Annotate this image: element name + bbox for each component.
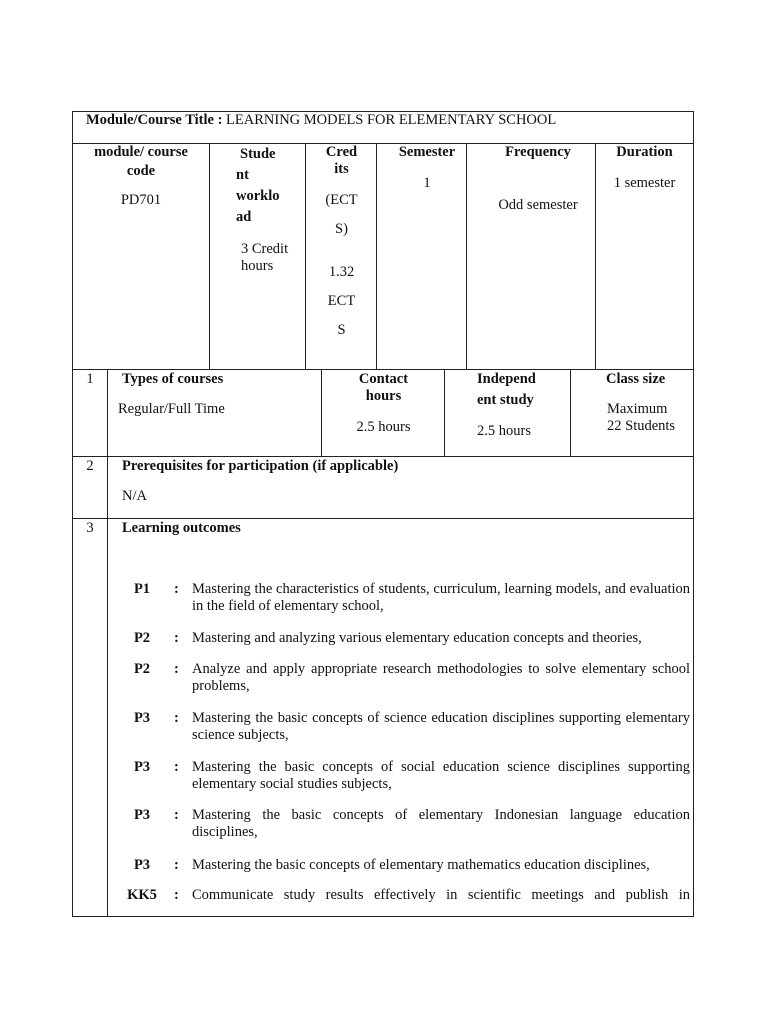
outcome-colon: : — [174, 857, 179, 873]
contact-value: 2.5 hours — [356, 419, 411, 435]
workload-label-2: nt — [236, 167, 249, 183]
row1-col-divider-3 — [570, 369, 571, 456]
outcome-colon: : — [174, 661, 179, 677]
outcome-text: Communicate study results effectively in scientific meetings and publish in — [192, 887, 690, 903]
workload-value-1: 3 Credit — [241, 241, 289, 257]
outcome-code: P2 — [133, 630, 151, 646]
semester-label: Semester — [398, 144, 456, 160]
course-title-value: LEARNING MODELS FOR ELEMENTARY SCHOOL — [226, 112, 557, 128]
outcome-text: Mastering the basic concepts of science education disciplines supporting elementary science subjects, — [192, 710, 690, 743]
independent-label-1: Independ — [477, 371, 536, 387]
row2-number: 2 — [86, 458, 94, 474]
outcome-text: Analyze and apply appropriate research methodologies to solve elementary school problems, — [192, 661, 690, 694]
duration-label: Duration — [616, 144, 673, 160]
outcome-text: Mastering the basic concepts of elementary mathematics education disciplines, — [192, 857, 650, 873]
outcome-colon: : — [174, 710, 179, 726]
contact-label-2: hours — [365, 388, 402, 404]
independent-study-cell — [477, 371, 536, 440]
row1-number: 1 — [86, 371, 94, 387]
course-title — [86, 112, 556, 129]
independent-label-2: ent study — [477, 392, 534, 408]
outcome-colon: : — [174, 807, 179, 823]
semester-cell — [377, 144, 477, 192]
credits-value-1: 1.32 — [328, 264, 355, 280]
outcome-text: Mastering the characteristics of students, curriculum, learning models, and evaluation in the field of elementary school, — [192, 581, 690, 614]
frequency-label: Frequency — [505, 144, 571, 160]
class-size-label: Class size — [606, 371, 666, 387]
outcome-colon: : — [174, 759, 179, 775]
module-code-label-line2: code — [126, 163, 156, 179]
row1-divider — [72, 456, 694, 457]
row2-divider — [72, 518, 694, 519]
prerequisites-label: Prerequisites for participation (if applicable) — [122, 458, 399, 474]
duration-cell — [596, 144, 693, 192]
frequency-value: Odd semester — [498, 197, 578, 213]
outcome-code: KK5 — [127, 887, 157, 903]
outcome-code: P3 — [133, 807, 151, 823]
outcome-colon: : — [174, 630, 179, 646]
outcome-colon: : — [174, 887, 179, 903]
workload-value-2: hours — [241, 258, 274, 274]
credits-value-3: S — [337, 322, 346, 338]
outcome-code: P3 — [133, 857, 151, 873]
table-border-left — [72, 111, 73, 917]
contact-label-1: Contact — [358, 371, 409, 387]
outcome-text: Mastering and analyzing various elementary education concepts and theories, — [192, 630, 642, 646]
frequency-cell — [473, 144, 603, 214]
table-border-right — [693, 111, 694, 917]
class-size-value-2: 22 Students — [607, 418, 676, 434]
credits-sub-2: S) — [335, 221, 348, 237]
credits-cell — [306, 144, 377, 339]
contact-hours-cell — [322, 371, 445, 436]
credits-sub-1: (ECT — [325, 192, 358, 208]
types-of-courses-cell — [118, 371, 225, 418]
module-code-value: PD701 — [120, 192, 162, 208]
row3-number: 3 — [86, 520, 94, 536]
credits-label-1: Cred — [325, 144, 358, 160]
credits-value-2: ECT — [327, 293, 356, 309]
outcome-code: P3 — [133, 759, 151, 775]
outcome-code: P1 — [133, 581, 151, 597]
types-value: Regular/Full Time — [118, 401, 225, 417]
workload-cell — [236, 144, 280, 228]
outcome-text: Mastering the basic concepts of elementary Indonesian language education disciplines, — [192, 807, 690, 840]
learning-outcomes-label: Learning outcomes — [122, 520, 241, 536]
types-label: Types of courses — [122, 371, 224, 387]
outcome-text: Mastering the basic concepts of social education science disciplines supporting elementary social studies subjects, — [192, 759, 690, 792]
module-code-label-line1: module/ course — [94, 144, 188, 160]
outcome-colon: : — [174, 581, 179, 597]
independent-value: 2.5 hours — [477, 423, 531, 439]
duration-value: 1 semester — [613, 175, 676, 191]
semester-value: 1 — [423, 175, 431, 191]
number-column-divider — [107, 369, 108, 917]
workload-label-4: ad — [236, 209, 252, 225]
outcome-code: P3 — [133, 710, 151, 726]
workload-label-3: worklo — [236, 188, 280, 204]
module-code-cell — [72, 144, 210, 209]
credits-label-2: its — [334, 161, 349, 177]
workload-value — [241, 241, 288, 275]
prerequisites-cell — [122, 458, 398, 505]
table-border-bottom — [72, 916, 694, 917]
header-row-divider — [72, 369, 694, 370]
workload-label-1: Stude — [240, 146, 276, 162]
class-size-cell — [606, 371, 675, 435]
course-title-label: Module/Course Title : — [86, 112, 227, 128]
class-size-value-1: Maximum — [607, 401, 668, 417]
prerequisites-value: N/A — [122, 488, 147, 504]
outcome-code: P2 — [133, 661, 151, 677]
